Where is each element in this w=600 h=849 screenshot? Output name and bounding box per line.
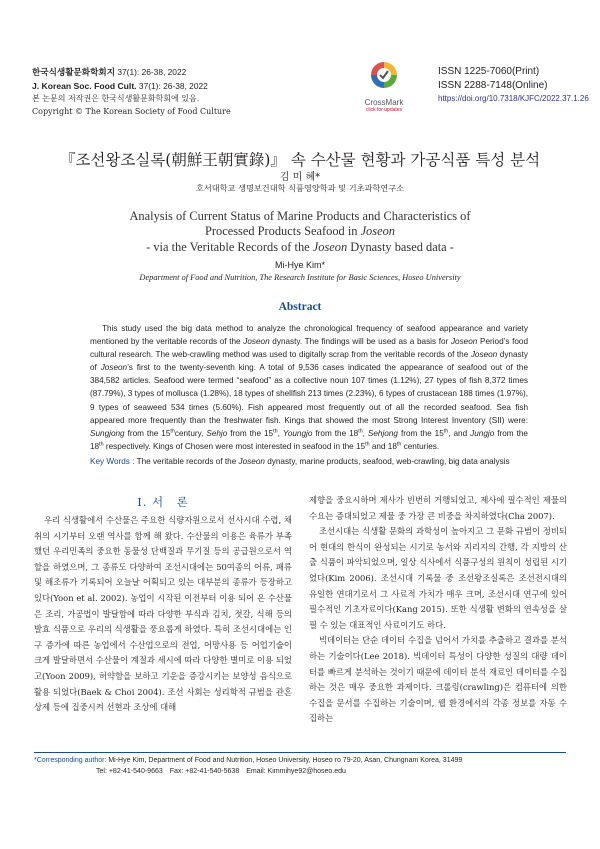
intro-paragraph-1-cont: 제향을 중요시하며 제사가 빈번히 거행되었고, 제사에 필수적인 제물의 수요는 증대되었고 제물 중 가장 큰 비중을 차지하였다(Cha 2007). <box>309 495 567 521</box>
title-en-line1: Analysis of Current Status of Marine Products and Characteristics of <box>129 209 471 223</box>
body-column-left <box>34 513 292 716</box>
footnote-contact: Tel: +82-41-540-9663 Fax: +82-41-540-5638 Email: Kimmihye92@hoseo.edu <box>96 768 346 775</box>
keywords: Key Words : The veritable records of the Joseon dynasty, marine products, seafood, web-crawling, big data analysis <box>90 457 510 466</box>
author-en: Mi-Hye Kim* <box>274 260 325 270</box>
issn-block <box>438 65 589 106</box>
corresponding-footnote: *Corresponding author: Mi-Hye Kim, Department of Food and Nutrition, Hoseo University, Hoseo ro 79-20, Asan, Chungnam Korea, 31499 Tel: +82-41-540-9663 Fax: +82-41-540-5638 Email: Kimmihye92@hoseo.edu <box>34 755 566 777</box>
footnote-divider <box>34 752 566 753</box>
journal-header <box>32 66 231 118</box>
crossmark-sub: click for updates <box>365 107 403 113</box>
affiliation-ko: 호서대학교 생명보건대학 식품영양학과 및 기초과학연구소 <box>195 183 405 193</box>
title-ko: 『조선왕조실록(朝鮮王朝實錄)』 속 수산물 현황과 가공식품 특성 분석 <box>59 151 541 169</box>
journal-name-en: J. Korean Soc. Food Cult. <box>32 80 137 91</box>
title-en-line2: Processed Products Seafood in Joseon <box>205 224 395 239</box>
crossmark-icon <box>369 60 399 94</box>
body-column-right <box>309 493 567 727</box>
intro-paragraph-3: 빅데이터는 단순 데이터 수집을 넘어서 가치를 추출하고 결과를 분석하는 기술이다(Lee 2018). 빅데이터 특성이 다양한 성질의 대량 데이터를 빠르게 분석하는 것이기 때문에 데이터 분석 재료인 데이터를 수집하는 것은 매우 중요한 과제이다. 크롤링(crawling)은 컴퓨터에 의한 수집을 문서를 수집하는 기술이며, 웹 환경에서의 각종 정보를 자동 수집하는 <box>309 635 567 724</box>
issn-online: ISSN 2288-7148(Online) <box>438 79 548 91</box>
affiliation-en: Department of Food and Nutrition, The Research Institute for Basic Sciences, Hoseo University <box>139 273 461 282</box>
footnote-label: *Corresponding author: <box>34 757 107 764</box>
intro-paragraph-2: 조선시대는 식생활 문화의 과학성이 높아지고 그 문화 규범이 정비되어 현대의 한식이 완성되는 시기로 농서와 지리지의 간행, 각 지방의 산출 식품이 파악되었으며, 일상 식사에서 식품구성의 원칙이 성립된 시기였다(Kim 2006). 조선시대 기록물 중 조선왕조실록은 조선전시대의 유일한 연대기로서 그 사료적 가치가 매우 크며, 조선시대 연구에 있어 필수적인 기초자료이다(Kang 2015). 또한 식생활 변화의 연속성을 살필 수 있는 대표적인 사료이기도 하다. <box>309 526 567 630</box>
copyright-en: Copyright © The Korean Society of Food Culture <box>32 106 231 116</box>
abstract-body: This study used the big data method to analyze the chronological frequency of seafood appearance and variety mentioned by the veritable records of the Joseon dynasty. The findings will be used as a basis for Joseon Period’s food cultural research. The web-crawling method was used to digitally scrap from the veritable records of the Joseon dynasty of Joseon’s first to the twenty-seventh king. A total of 9,536 cases indicated the appearance of seafood out of the 384,582 articles. Seafood were termed “seafood” as a collective noun 107 times (1.12%), 27 types of fish 8,372 times (87.79%), 3 types of mollusca (1.28%), 18 types of shellfish 213 times (2.23%), 6 types of crustacean 188 times (1.97%), 9 types of seaweed 534 times (5.60%). Fish appeared most frequently out of all the recorded seafood. Sea fish appeared more frequently than the freshwater fish. Kings that showed the most Strong Interest Inventory (SII) were: Sungjong from the 15thcentury, Sehjo from the 15th, Youngjo from the 18th, Sehjong from the 15th, and Jungjo from the 18th respectively. Kings of Chosen were most interested in seafood in the 15th and 18th centuries. <box>90 324 529 451</box>
journal-name-ko: 한국식생활문화학회지 <box>32 67 116 77</box>
intro-heading: I. 서 론 <box>137 495 189 509</box>
crossmark-badge[interactable] <box>356 60 412 113</box>
author-ko: 김 미 혜* <box>279 172 321 183</box>
keywords-label: Key Words : <box>90 457 135 466</box>
title-en <box>0 209 600 255</box>
abstract-heading: Abstract <box>278 301 322 313</box>
journal-volume-ko: 37(1): 26-38, 2022 <box>115 67 187 77</box>
doi-link[interactable]: https://doi.org/10.7318/KJFC/2022.37.1.26 <box>438 94 589 103</box>
title-en-line3: - via the Veritable Records of the Joseon Dynasty based data - <box>146 239 454 254</box>
intro-paragraph-1: 우리 식생활에서 수산물은 주요한 식량자원으로서 선사시대 수렵, 채취의 시기부터 오랜 역사를 함께 해 왔다. 수산물의 이용은 육류가 부족했던 우리민족의 중요한 동물성 단백질과 무기질 등의 공급원으로서 역할을 하였으며, 그 종류도 다양하여 조선시대에는 50여종의 어류, 패류 및 해조류가 기록되어 오늘날 어획되고 있는 대부분의 종류가 등장하고 있다(Yoon et al. 2002). 농업이 시작된 이전부터 이용 되어 온 수산물은 조리, 가공법이 발달함에 따라 다양한 부식과 김치, 젓갈, 식해 등의 발효 식품으로 우리의 식생활을 풍요롭게 하였다. 특히 조선시대에는 인구 증가에 따른 농업에서 수산업으로의 전업, 어망사용 등 어업기술이 크게 발달하면서 수산물이 계절과 세시에 따라 다양한 별미로 이용 되었고(Yoon 2009), 허약함을 보하고 기운을 증강시키는 보양성 음식으로 활용 되었다(Baek & Choi 2004). 조선 사회는 성리학적 규범을 관혼상제 등에 집중시켜 선현과 조상에 대해 <box>34 515 292 713</box>
journal-volume-en: 37(1): 26-38, 2022 <box>136 80 208 91</box>
issn-print: ISSN 1225-7060(Print) <box>438 66 540 77</box>
crossmark-label: CrossMark <box>364 98 404 107</box>
copyright-ko: 본 논문의 저작권은 한국식생활문화학회에 있음. <box>32 94 200 103</box>
